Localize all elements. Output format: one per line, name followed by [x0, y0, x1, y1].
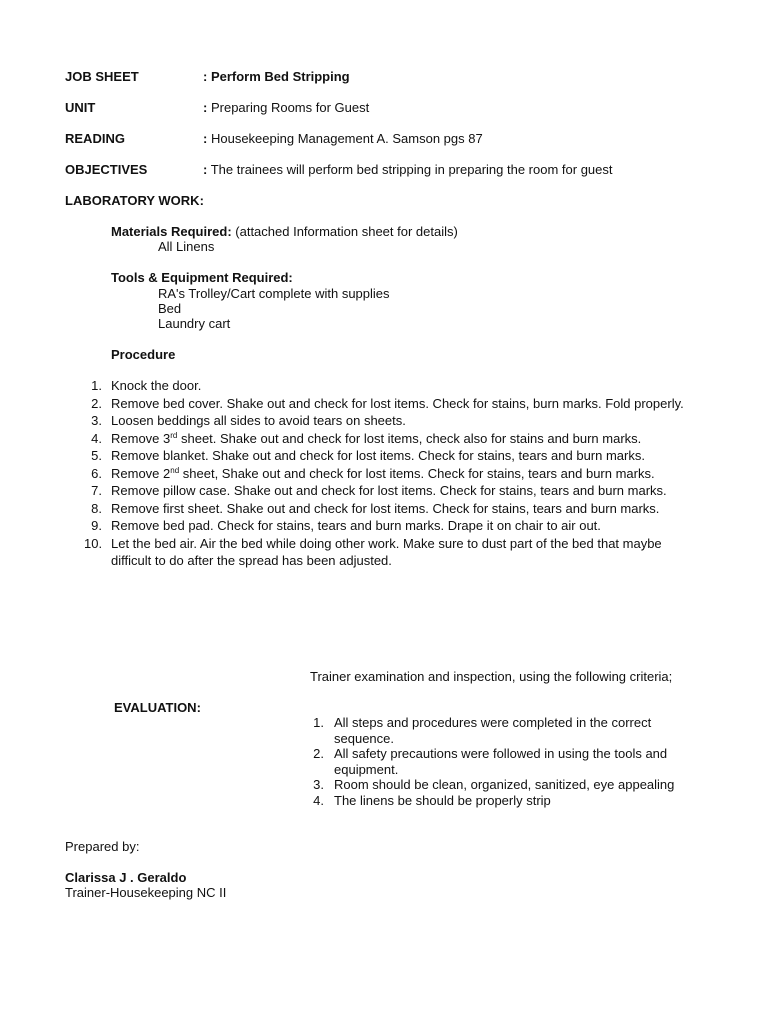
step-text: Remove first sheet. Shake out and check for lost items. Check for stains, tears and burn marks. [111, 500, 660, 516]
tools-item: Bed [158, 301, 182, 316]
step-number: 3. [91, 413, 102, 428]
step-text-pre: Remove 2 [111, 465, 171, 481]
objectives-colon: : [203, 162, 208, 177]
criteria-item [310, 777, 710, 793]
procedure-heading: Procedure [111, 347, 176, 362]
procedure-step [84, 517, 694, 535]
procedure-step [84, 500, 694, 518]
preparer-name: Clarissa J . Geraldo [65, 870, 187, 885]
prepared-by-label: Prepared by: [65, 839, 140, 854]
ordinal-suffix: rd [170, 430, 178, 440]
step-number: 8. [91, 500, 102, 516]
ordinal-suffix: nd [170, 465, 180, 475]
criteria-item [310, 715, 710, 746]
criteria-text: All steps and procedures were completed in the correct sequence. [334, 715, 652, 746]
laboratory-heading: LABORATORY WORK: [65, 193, 204, 208]
criteria-text: The linens be should be properly strip [334, 792, 551, 808]
unit-value: Preparing Rooms for Guest [210, 100, 370, 115]
reading-label: READING [65, 131, 125, 146]
evaluation-label: EVALUATION: [114, 700, 201, 715]
step-number: 4. [91, 430, 102, 446]
step-text: Remove blanket. Shake out and check for lost items. Check for stains, tears and burn marks. [111, 448, 645, 463]
objectives-label: OBJECTIVES [65, 162, 148, 177]
job-sheet-value: : Perform Bed Stripping [203, 69, 350, 84]
preparer-title: Trainer-Housekeeping NC II [65, 885, 227, 900]
criteria-number: 3. [313, 777, 324, 792]
objectives-value-wrap [203, 162, 613, 178]
unit-value-wrap [203, 100, 369, 116]
criteria-item [310, 793, 710, 809]
step-number: 7. [91, 483, 102, 498]
criteria-list [310, 715, 710, 808]
step-text: Remove bed pad. Check for stains, tears and burn marks. Drape it on chair to air out. [111, 518, 601, 533]
procedure-step [84, 465, 694, 483]
step-text-post: sheet. Shake out and check for lost items, check also for stains and burn marks. [177, 430, 642, 446]
procedure-step [84, 447, 694, 465]
reading-value: Housekeeping Management A. Samson pgs 87 [210, 131, 483, 146]
materials-label: Materials Required: [111, 224, 232, 239]
step-number: 9. [91, 518, 102, 533]
tools-label: Tools & Equipment Required: [111, 270, 293, 285]
job-sheet-label: JOB SHEET [65, 69, 139, 84]
criteria-text: Room should be clean, organized, sanitized, eye appealing [334, 777, 675, 792]
step-number: 5. [91, 448, 102, 463]
criteria-item [310, 746, 710, 777]
unit-colon: : [203, 100, 208, 115]
step-text: Knock the door. [111, 378, 202, 393]
step-text: Remove pillow case. Shake out and check for lost items. Check for stains, tears and burn marks. [111, 483, 667, 498]
procedure-step [84, 395, 694, 413]
unit-label: UNIT [65, 100, 96, 115]
procedure-step [84, 377, 694, 395]
materials-line [111, 224, 458, 240]
materials-note: (attached Information sheet for details) [231, 224, 458, 239]
materials-item: All Linens [158, 239, 215, 254]
procedure-step [84, 482, 694, 500]
criteria-number: 4. [313, 792, 324, 808]
reading-colon: : [203, 131, 208, 146]
tools-item: RA's Trolley/Cart complete with supplies [158, 286, 390, 301]
step-text: Loosen beddings all sides to avoid tears on sheets. [111, 413, 406, 428]
step-number: 2. [91, 395, 102, 411]
criteria-number: 2. [313, 746, 324, 761]
procedure-step [84, 412, 694, 430]
step-text: Let the bed air. Air the bed while doing other work. Make sure to dust part of the bed that maybe difficult to do after the spread has been adjusted. [111, 535, 662, 568]
objectives-value: The trainees will perform bed stripping in preparing the room for guest [210, 162, 613, 177]
step-number: 6. [91, 465, 102, 481]
criteria-text: All safety precautions were followed in using the tools and equipment. [334, 746, 668, 777]
criteria-number: 1. [313, 715, 324, 730]
step-text-post: sheet, Shake out and check for lost items. Check for stains, tears and burn marks. [179, 465, 655, 481]
step-text: Remove bed cover. Shake out and check for lost items. Check for stains, burn marks. Fold properly. [111, 395, 684, 411]
reading-value-wrap [203, 131, 483, 147]
evaluation-intro: Trainer examination and inspection, using the following criteria; [310, 669, 673, 684]
tools-item: Laundry cart [158, 316, 231, 331]
procedure-step [84, 535, 694, 570]
step-number: 10. [84, 535, 103, 551]
step-number: 1. [91, 378, 102, 393]
step-text-pre: Remove 3 [111, 430, 171, 446]
procedure-step [84, 430, 694, 448]
procedure-list [84, 377, 694, 570]
